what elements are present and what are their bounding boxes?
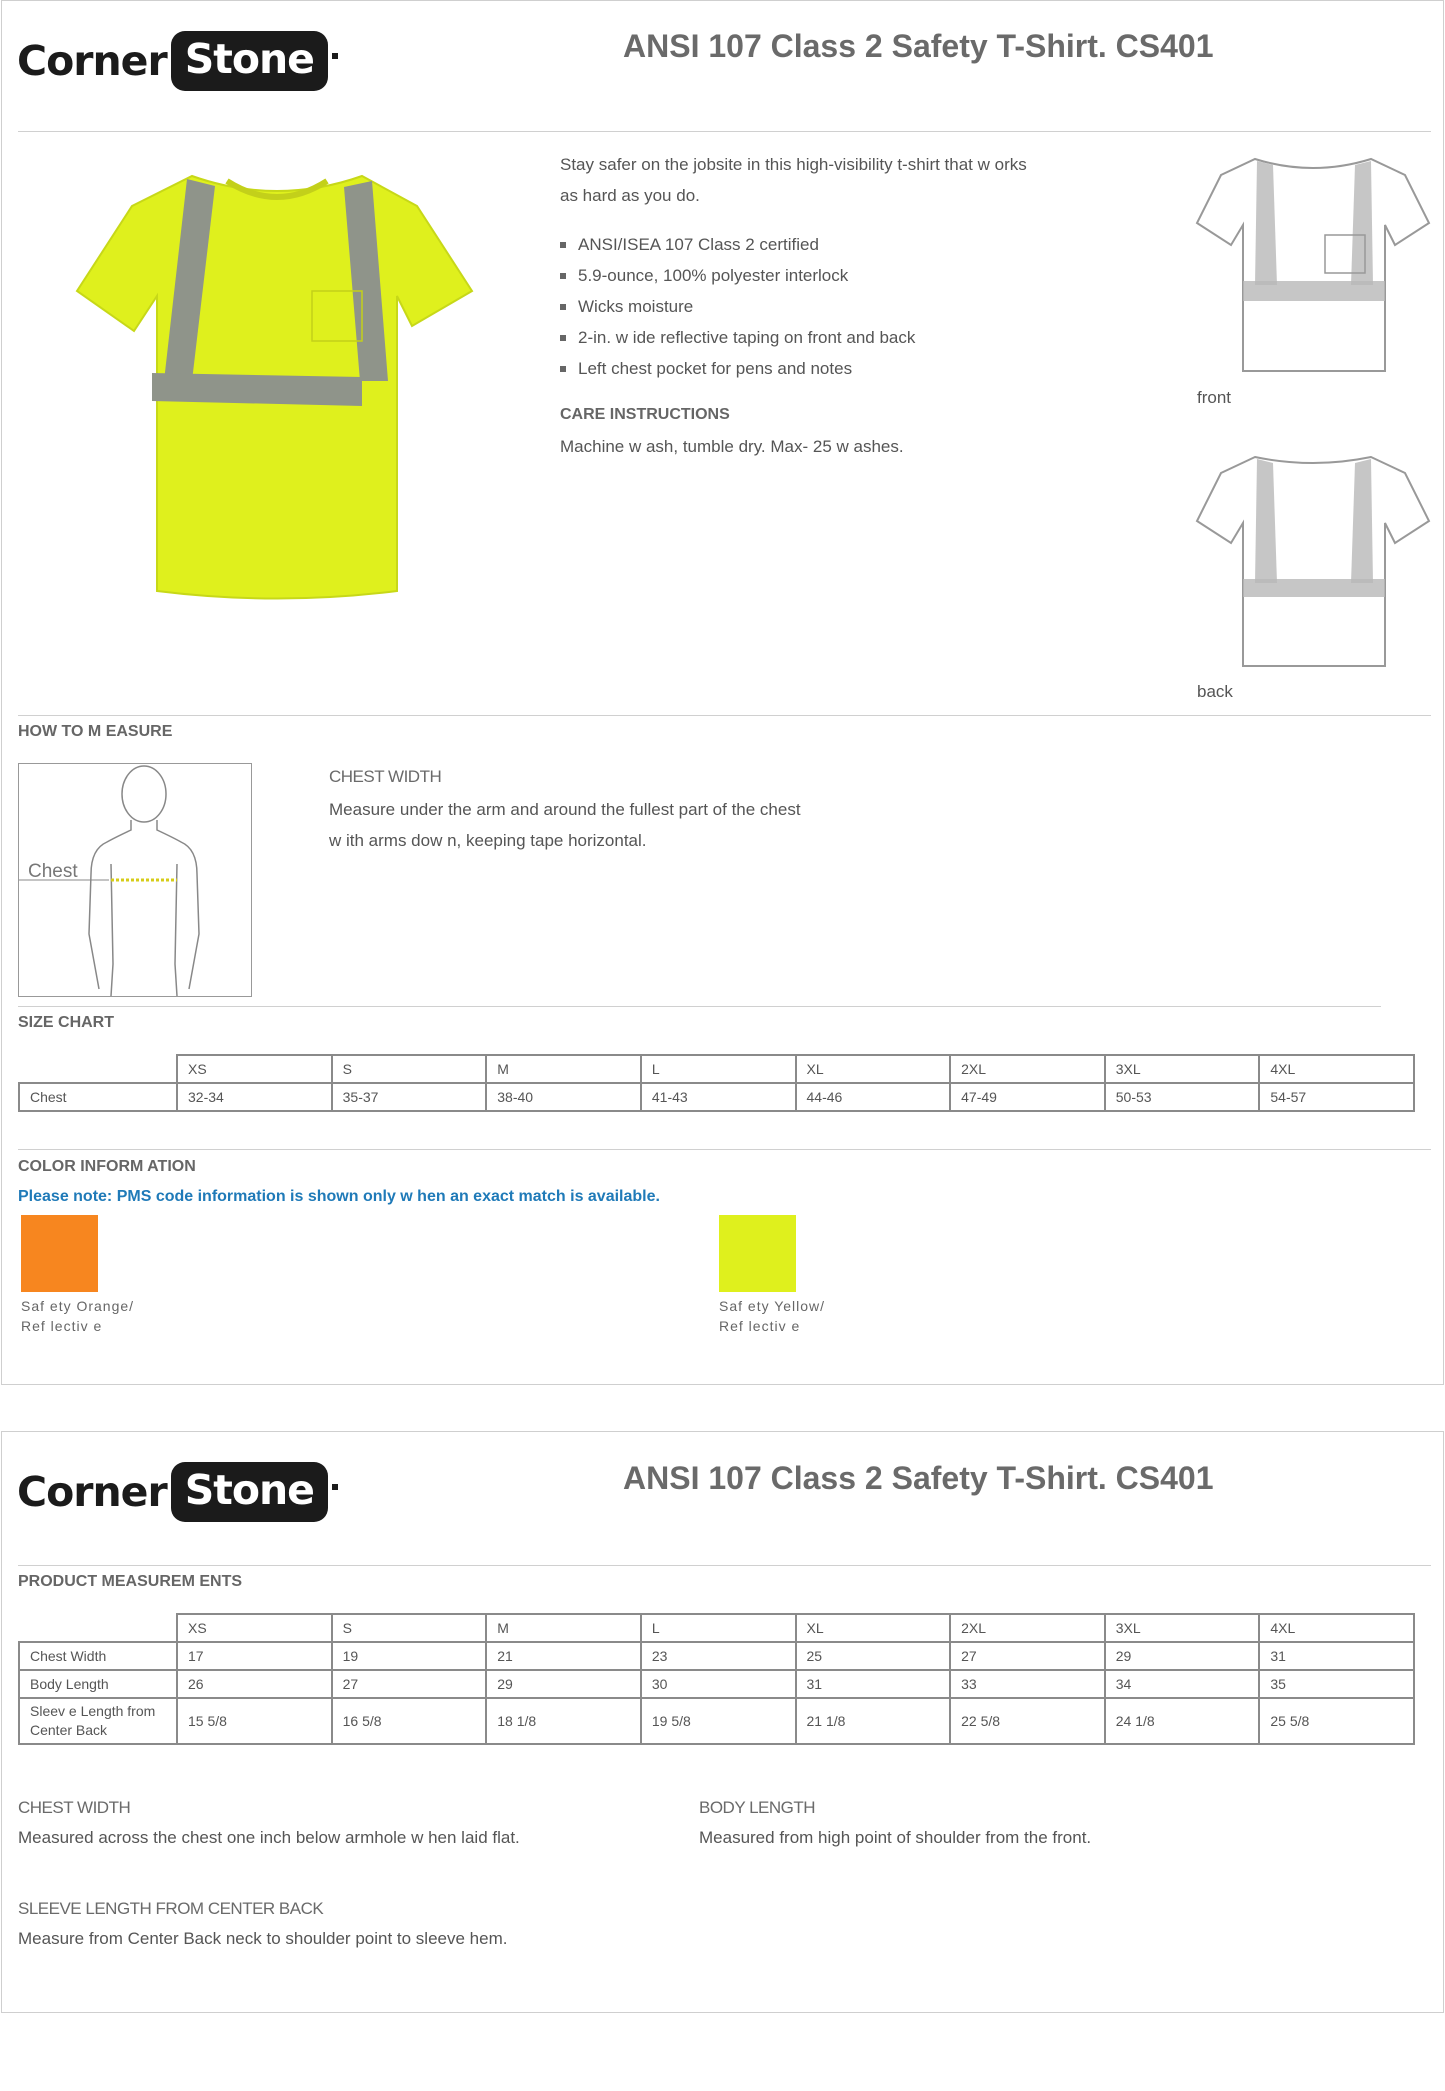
color-info-heading: COLOR INFORM ATION	[18, 1158, 196, 1175]
swatch-label-line: Ref lectiv e	[719, 1318, 801, 1334]
feature-text: Wicks moisture	[578, 297, 694, 316]
table-corner-cell	[19, 1614, 177, 1642]
product-measurements-heading: PRODUCT MEASUREM ENTS	[18, 1573, 243, 1590]
size-header-cell: XL	[796, 1055, 951, 1083]
value-cell: 50-53	[1105, 1083, 1260, 1111]
size-header-cell: 4XL	[1259, 1614, 1414, 1642]
value-cell: 17	[177, 1642, 332, 1670]
logo-text-stone: Stone	[171, 31, 328, 91]
logo-text-stone: Stone	[171, 1462, 328, 1522]
divider	[18, 1149, 1431, 1150]
sleeve-length-definition: Measure from Center Back neck to shoulder point to sleeve hem.	[18, 1929, 508, 1948]
feature-item	[560, 322, 915, 353]
color-swatch-orange	[21, 1215, 98, 1292]
logo-dot	[332, 53, 338, 59]
size-header-cell: 2XL	[950, 1055, 1105, 1083]
page-title: ANSI 107 Class 2 Safety T-Shirt. CS401	[623, 28, 1214, 64]
header-divider	[18, 131, 1431, 132]
value-cell: 16 5/8	[332, 1698, 487, 1744]
value-cell: 32-34	[177, 1083, 332, 1111]
row-label-cell: Chest Width	[19, 1642, 177, 1670]
row-label-cell: Body Length	[19, 1670, 177, 1698]
table-row	[19, 1698, 1414, 1744]
feature-item	[560, 229, 915, 260]
size-header-cell: XL	[796, 1614, 951, 1642]
bullet-icon	[560, 366, 566, 372]
bullet-icon	[560, 242, 566, 248]
size-header-cell: M	[486, 1055, 641, 1083]
feature-text: 2-in. w ide reflective taping on front and back	[578, 328, 916, 347]
size-chart-table	[18, 1054, 1415, 1112]
table-row	[19, 1642, 1414, 1670]
feature-text: 5.9-ounce, 100% polyester interlock	[578, 266, 849, 285]
value-cell: 27	[332, 1670, 487, 1698]
chest-width-instructions	[329, 794, 801, 856]
size-header-cell: 4XL	[1259, 1055, 1414, 1083]
chest-width-definition: Measured across the chest one inch below armhole w hen laid flat.	[18, 1828, 520, 1847]
size-chart-heading: SIZE CHART	[18, 1014, 114, 1031]
bullet-icon	[560, 273, 566, 279]
row-label-cell: Sleev e Length from Center Back	[19, 1698, 177, 1744]
value-cell: 26	[177, 1670, 332, 1698]
value-cell: 47-49	[950, 1083, 1105, 1111]
value-cell: 33	[950, 1670, 1105, 1698]
product-measurements-table	[18, 1613, 1415, 1745]
table-header-row	[19, 1055, 1414, 1083]
color-swatch-label	[21, 1296, 134, 1336]
feature-list	[560, 229, 915, 384]
bullet-icon	[560, 335, 566, 341]
chest-width-line-1: Measure under the arm and around the fullest part of the chest	[329, 800, 801, 819]
value-cell: 30	[641, 1670, 796, 1698]
size-header-cell: 2XL	[950, 1614, 1105, 1642]
description-line-1: Stay safer on the jobsite in this high-visibility t-shirt that w orks	[560, 155, 1027, 174]
size-header-cell: 3XL	[1105, 1614, 1260, 1642]
value-cell: 29	[1105, 1642, 1260, 1670]
color-swatch-label	[719, 1296, 825, 1336]
spec-page-1	[1, 0, 1444, 1385]
value-cell: 38-40	[486, 1083, 641, 1111]
value-cell: 19 5/8	[641, 1698, 796, 1744]
front-view-drawing	[1195, 153, 1431, 373]
table-corner-cell	[19, 1055, 177, 1083]
spec-page-2	[1, 1431, 1444, 2013]
logo-text-corner: Corner	[17, 1468, 167, 1516]
sleeve-length-heading: SLEEVE LENGTH FROM CENTER BACK	[18, 1899, 324, 1918]
measure-figure	[18, 763, 252, 997]
value-cell: 35	[1259, 1670, 1414, 1698]
product-photo	[72, 151, 482, 601]
size-header-cell: S	[332, 1055, 487, 1083]
body-length-definition: Measured from high point of shoulder from the front.	[699, 1828, 1092, 1847]
back-view-drawing	[1195, 451, 1431, 671]
value-cell: 31	[1259, 1642, 1414, 1670]
size-header-cell: L	[641, 1614, 796, 1642]
feature-item	[560, 353, 915, 384]
value-cell: 44-46	[796, 1083, 951, 1111]
color-swatch-yellow	[719, 1215, 796, 1292]
size-header-cell: L	[641, 1055, 796, 1083]
brand-logo	[17, 31, 338, 91]
divider	[18, 715, 1431, 716]
size-header-cell: 3XL	[1105, 1055, 1260, 1083]
value-cell: 41-43	[641, 1083, 796, 1111]
size-header-cell: XS	[177, 1614, 332, 1642]
feature-item	[560, 260, 915, 291]
value-cell: 35-37	[332, 1083, 487, 1111]
chest-width-heading: CHEST WIDTH	[329, 767, 442, 786]
value-cell: 25 5/8	[1259, 1698, 1414, 1744]
table-row	[19, 1670, 1414, 1698]
feature-text: ANSI/ISEA 107 Class 2 certified	[578, 235, 819, 254]
value-cell: 25	[796, 1642, 951, 1670]
divider	[18, 1006, 1381, 1007]
row-label-cell: Chest	[19, 1083, 177, 1111]
chest-width-line-2: w ith arms dow n, keeping tape horizontal.	[329, 831, 647, 850]
value-cell: 21	[486, 1642, 641, 1670]
how-to-measure-heading: HOW TO M EASURE	[18, 723, 173, 740]
value-cell: 27	[950, 1642, 1105, 1670]
value-cell: 21 1/8	[796, 1698, 951, 1744]
swatch-label-line: Saf ety Yellow/	[719, 1298, 826, 1314]
front-view-label: front	[1197, 388, 1232, 407]
swatch-label-line: Ref lectiv e	[21, 1318, 103, 1334]
swatch-label-line: Saf ety Orange/	[21, 1298, 135, 1314]
page-title: ANSI 107 Class 2 Safety T-Shirt. CS401	[623, 1460, 1214, 1496]
value-cell: 31	[796, 1670, 951, 1698]
table-header-row	[19, 1614, 1414, 1642]
logo-dot	[332, 1484, 338, 1490]
product-description	[560, 149, 1027, 211]
bullet-icon	[560, 304, 566, 310]
value-cell: 24 1/8	[1105, 1698, 1260, 1744]
feature-text: Left chest pocket for pens and notes	[578, 359, 853, 378]
value-cell: 22 5/8	[950, 1698, 1105, 1744]
value-cell: 19	[332, 1642, 487, 1670]
description-line-2: as hard as you do.	[560, 186, 700, 205]
body-length-heading: BODY LENGTH	[699, 1798, 816, 1817]
chest-figure-label: Chest	[28, 861, 78, 882]
value-cell: 54-57	[1259, 1083, 1414, 1111]
brand-logo	[17, 1462, 338, 1522]
back-view-label: back	[1197, 682, 1233, 701]
size-header-cell: S	[332, 1614, 487, 1642]
value-cell: 34	[1105, 1670, 1260, 1698]
pms-note: Please note: PMS code information is shown only w hen an exact match is available.	[18, 1188, 660, 1205]
size-header-cell: M	[486, 1614, 641, 1642]
header-divider	[18, 1565, 1431, 1566]
value-cell: 15 5/8	[177, 1698, 332, 1744]
logo-text-corner: Corner	[17, 37, 167, 85]
feature-item	[560, 291, 915, 322]
chest-width-heading: CHEST WIDTH	[18, 1798, 131, 1817]
value-cell: 18 1/8	[486, 1698, 641, 1744]
value-cell: 29	[486, 1670, 641, 1698]
care-heading: CARE INSTRUCTIONS	[560, 406, 730, 423]
table-row	[19, 1083, 1414, 1111]
care-text: Machine w ash, tumble dry. Max- 25 w ashes.	[560, 437, 904, 456]
value-cell: 23	[641, 1642, 796, 1670]
size-header-cell: XS	[177, 1055, 332, 1083]
